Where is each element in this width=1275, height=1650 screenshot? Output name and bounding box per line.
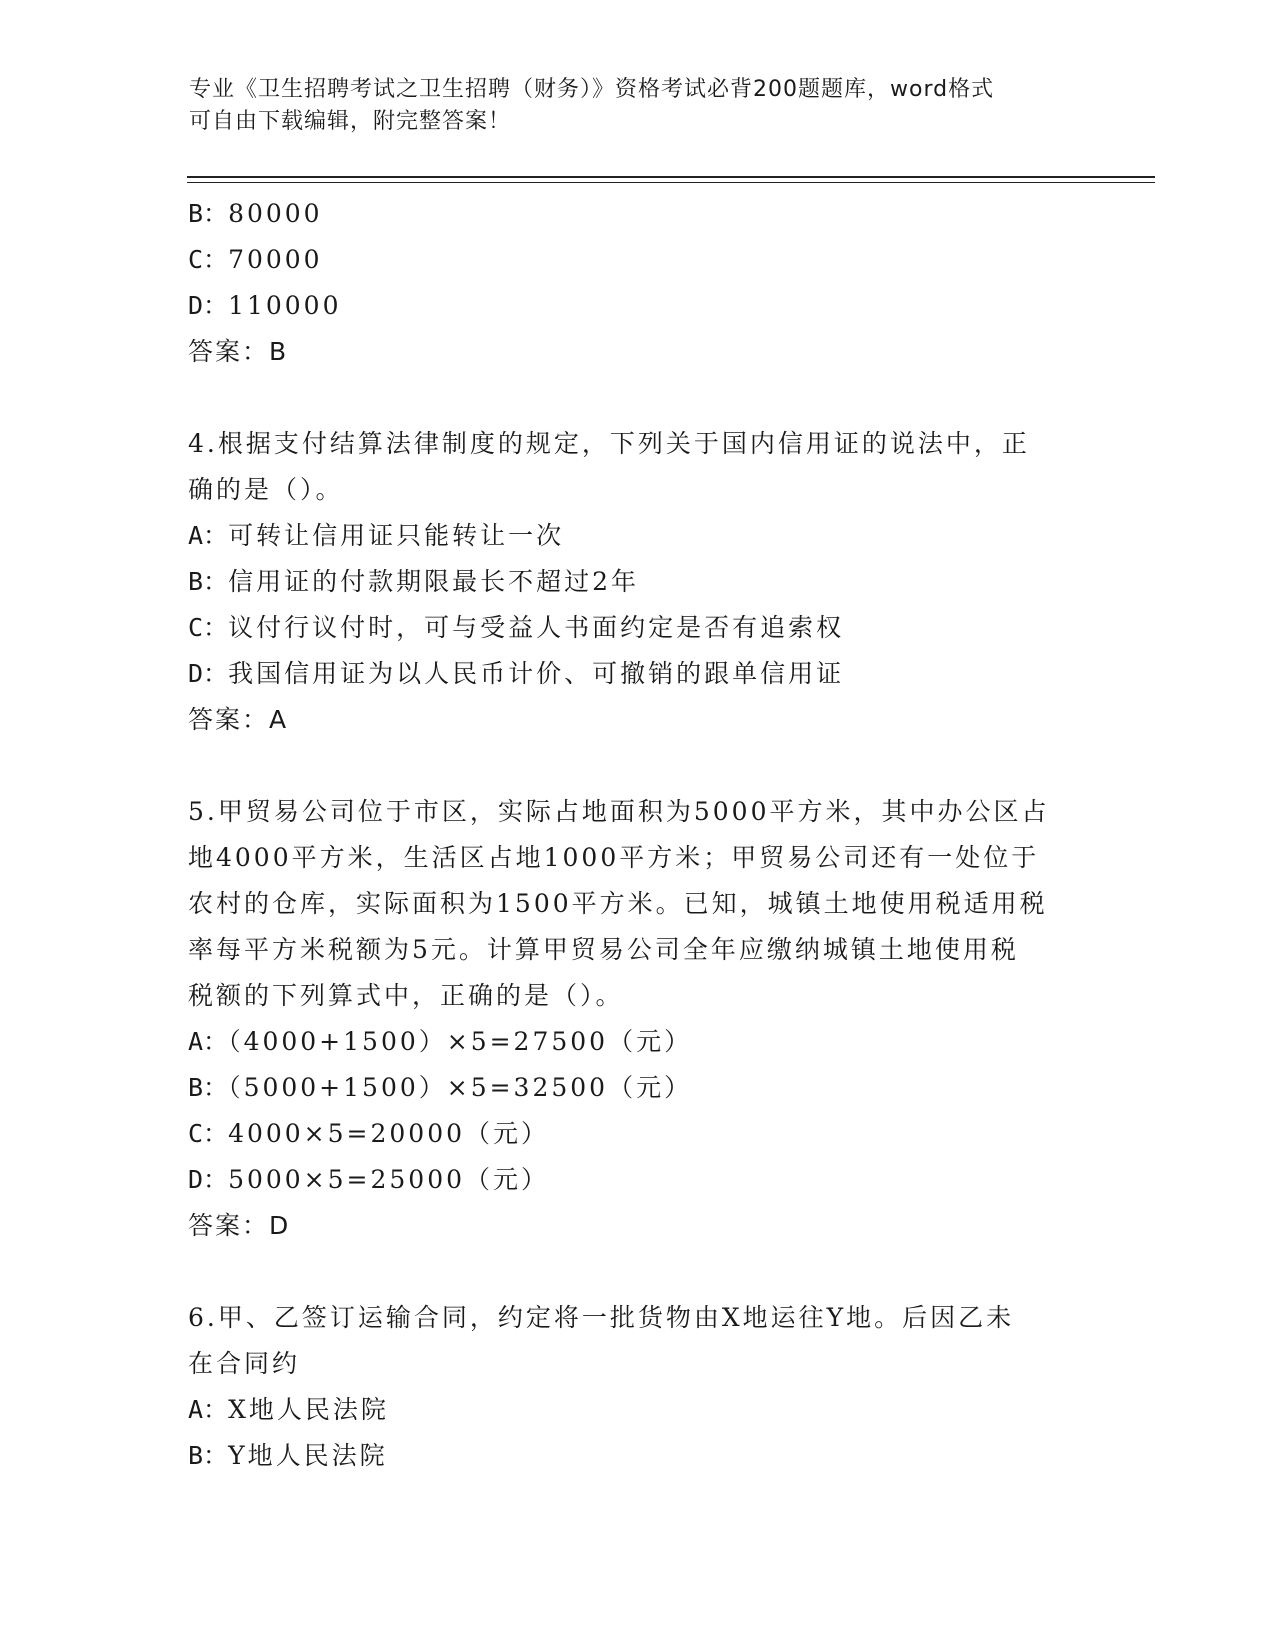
- option-label: D：: [188, 1165, 229, 1194]
- answer-line: 答案：D: [188, 1211, 291, 1240]
- question-4: [188, 421, 1088, 743]
- option-a: [188, 1387, 1088, 1433]
- option-d: [188, 283, 1088, 329]
- option-d: [188, 651, 1088, 697]
- option-text: 5000×5=25000（元）: [228, 1165, 550, 1194]
- option-text: 议付行议付时，可与受益人书面约定是否有追索权: [228, 613, 845, 642]
- option-c: [188, 605, 1088, 651]
- option-text: 信用证的付款期限最长不超过2年: [228, 567, 639, 596]
- option-a: [188, 1019, 1088, 1065]
- option-text: Y地人民法院: [228, 1441, 388, 1470]
- option-d: [188, 1157, 1088, 1203]
- option-label: D：: [188, 659, 229, 688]
- option-label: B：: [188, 1441, 229, 1470]
- option-label: C：: [188, 245, 229, 274]
- option-label: A：: [188, 1395, 229, 1424]
- header-divider-thick: [187, 176, 1155, 178]
- question-5: [188, 789, 1088, 1249]
- spacer: [188, 375, 1088, 421]
- option-text: X地人民法院: [228, 1395, 389, 1424]
- question-stem-line: 确的是（）。: [188, 475, 344, 504]
- option-label: A：: [188, 1027, 229, 1056]
- option-text: 80000: [228, 199, 323, 228]
- question-stem-line: 率每平方米税额为5元。计算甲贸易公司全年应缴纳城镇土地使用税: [188, 935, 1019, 964]
- document-header: [189, 74, 1089, 138]
- option-text: （5000+1500）×5=32500（元）: [228, 1073, 693, 1102]
- header-line-2: 可自由下载编辑，附完整答案！: [189, 109, 512, 134]
- header-line-1: 专业《卫生招聘考试之卫生招聘（财务）》资格考试必背200题题库，word格式: [189, 77, 995, 102]
- option-label: A：: [188, 521, 229, 550]
- answer-line: 答案：A: [188, 705, 289, 734]
- option-label: B：: [188, 199, 229, 228]
- header-divider-thin: [187, 182, 1155, 183]
- option-b: [188, 1065, 1088, 1111]
- option-text: 110000: [228, 291, 342, 320]
- question-stem-line: 地4000平方米，生活区占地1000平方米；甲贸易公司还有一处位于: [188, 843, 1040, 872]
- option-text: 我国信用证为以人民币计价、可撤销的跟单信用证: [228, 659, 845, 688]
- spacer: [188, 743, 1088, 789]
- option-label: D：: [188, 291, 229, 320]
- answer-line: 答案：B: [188, 337, 289, 366]
- option-label: C：: [188, 1119, 229, 1148]
- question-stem-line: 在合同约: [188, 1349, 301, 1378]
- option-b: [188, 191, 1088, 237]
- question-stem-line: 4.根据支付结算法律制度的规定，下列关于国内信用证的说法中，正: [188, 429, 1030, 458]
- question-3-tail: [188, 191, 1088, 375]
- question-content: [188, 191, 1088, 1479]
- option-text: （4000+1500）×5=27500（元）: [228, 1027, 693, 1056]
- option-a: [188, 513, 1088, 559]
- question-stem-line: 农村的仓库，实际面积为1500平方米。已知，城镇土地使用税适用税: [188, 889, 1048, 918]
- option-label: B：: [188, 1073, 229, 1102]
- option-text: 70000: [228, 245, 323, 274]
- option-text: 可转让信用证只能转让一次: [228, 521, 565, 550]
- option-b: [188, 559, 1088, 605]
- option-label: C：: [188, 613, 229, 642]
- option-label: B：: [188, 567, 229, 596]
- question-stem-line: 5.甲贸易公司位于市区，实际占地面积为5000平方米，其中办公区占: [188, 797, 1050, 826]
- option-b: [188, 1433, 1088, 1479]
- option-c: [188, 1111, 1088, 1157]
- question-stem-line: 税额的下列算式中，正确的是（）。: [188, 981, 624, 1010]
- option-c: [188, 237, 1088, 283]
- spacer: [188, 1249, 1088, 1295]
- option-text: 4000×5=20000（元）: [228, 1119, 550, 1148]
- question-6: [188, 1295, 1088, 1479]
- question-stem-line: 6.甲、乙签订运输合同，约定将一批货物由X地运往Y地。后因乙未: [188, 1303, 1015, 1332]
